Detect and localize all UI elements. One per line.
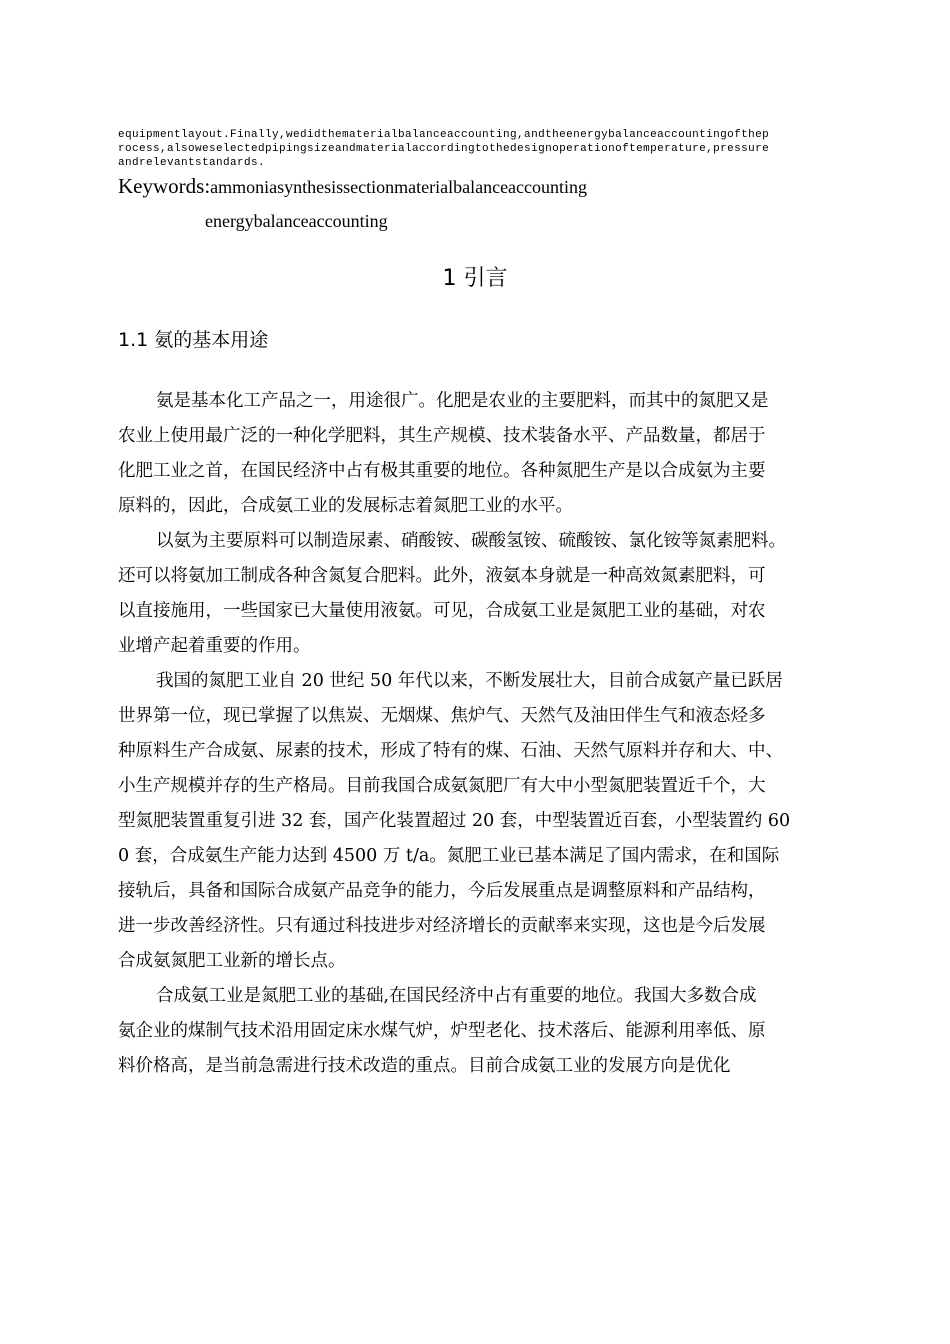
- paragraph-line: 以直接施用，一些国家已大量使用液氨。可见，合成氨工业是氮肥工业的基础，对农: [118, 601, 766, 621]
- paragraph-line: 型氮肥装置重复引进 32 套，国产化装置超过 20 套，中型装置近百套，小型装置约 60: [118, 811, 791, 831]
- keywords-line-1: [118, 173, 587, 200]
- paragraph-line: 氨是基本化工产品之一，用途很广。化肥是农业的主要肥料，而其中的氮肥又是: [156, 391, 769, 411]
- abstract-line: andrelevantstandards.: [118, 157, 266, 169]
- keywords-text: ammoniasynthesissectionmaterialbalanceaccounting: [210, 177, 588, 197]
- paragraph-line: 农业上使用最广泛的一种化学肥料，其生产规模、技术装备水平、产品数量，都居于: [118, 426, 766, 446]
- paragraph-line: 世界第一位，现已掌握了以焦炭、无烟煤、焦炉气、天然气及油田伴生气和液态烃多: [118, 706, 766, 726]
- paragraph-line: 还可以将氨加工制成各种含氮复合肥料。此外，液氨本身就是一种高效氮素肥料，可: [118, 566, 766, 586]
- body-text: [118, 384, 838, 1084]
- paragraph-line: 合成氨工业是氮肥工业的基础,在国民经济中占有重要的地位。我国大多数合成: [156, 986, 757, 1006]
- paragraph-line: 原料的，因此，合成氨工业的发展标志着氮肥工业的水平。: [118, 496, 573, 516]
- paragraph-line: 小生产规模并存的生产格局。目前我国合成氨氮肥厂有大中小型氮肥装置近千个，大: [118, 776, 766, 796]
- paragraph-line: 料价格高，是当前急需进行技术改造的重点。目前合成氨工业的发展方向是优化: [118, 1056, 731, 1076]
- abstract-line: equipmentlayout.Finally,wedidthematerialbalanceaccounting,andtheenergybalanceaccountingofthep: [118, 129, 770, 141]
- paragraph-line: 业增产起着重要的作用。: [118, 636, 311, 656]
- paragraph-line: 我国的氮肥工业自 20 世纪 50 年代以来，不断发展壮大，目前合成氨产量已跃居: [156, 671, 783, 691]
- paragraph-line: 进一步改善经济性。只有通过科技进步对经济增长的贡献率来实现，这也是今后发展: [118, 916, 766, 936]
- paragraph-line: 种原料生产合成氨、尿素的技术，形成了特有的煤、石油、天然气原料并存和大、中、: [118, 741, 783, 761]
- paragraph-line: 以氨为主要原料可以制造尿素、硝酸铵、碳酸氢铵、硫酸铵、氯化铵等氮素肥料。: [156, 531, 786, 551]
- chapter-title: 1 引言: [442, 266, 508, 291]
- paragraph-line: 0 套，合成氨生产能力达到 4500 万 t/a。氮肥工业已基本满足了国内需求，在和国际: [118, 846, 780, 866]
- paragraph-line: 合成氨氮肥工业新的增长点。: [118, 951, 346, 971]
- keywords-label: Keywords:: [118, 174, 211, 198]
- paragraph-line: 接轨后，具备和国际合成氨产品竞争的能力，今后发展重点是调整原料和产品结构，: [118, 881, 766, 901]
- paragraph-line: 氨企业的煤制气技术沿用固定床水煤气炉，炉型老化、技术落后、能源利用率低、原: [118, 1021, 766, 1041]
- paragraph-line: 化肥工业之首，在国民经济中占有极其重要的地位。各种氮肥生产是以合成氨为主要: [118, 461, 766, 481]
- keywords-line-2: energybalanceaccounting: [205, 211, 388, 231]
- section-title: 1.1 氨的基本用途: [118, 329, 269, 351]
- abstract-tail: [118, 128, 834, 170]
- abstract-line: rocess,alsoweselectedpipingsizeandmaterialaccordingtothedesignoperationoftemperature,pressure: [118, 143, 770, 155]
